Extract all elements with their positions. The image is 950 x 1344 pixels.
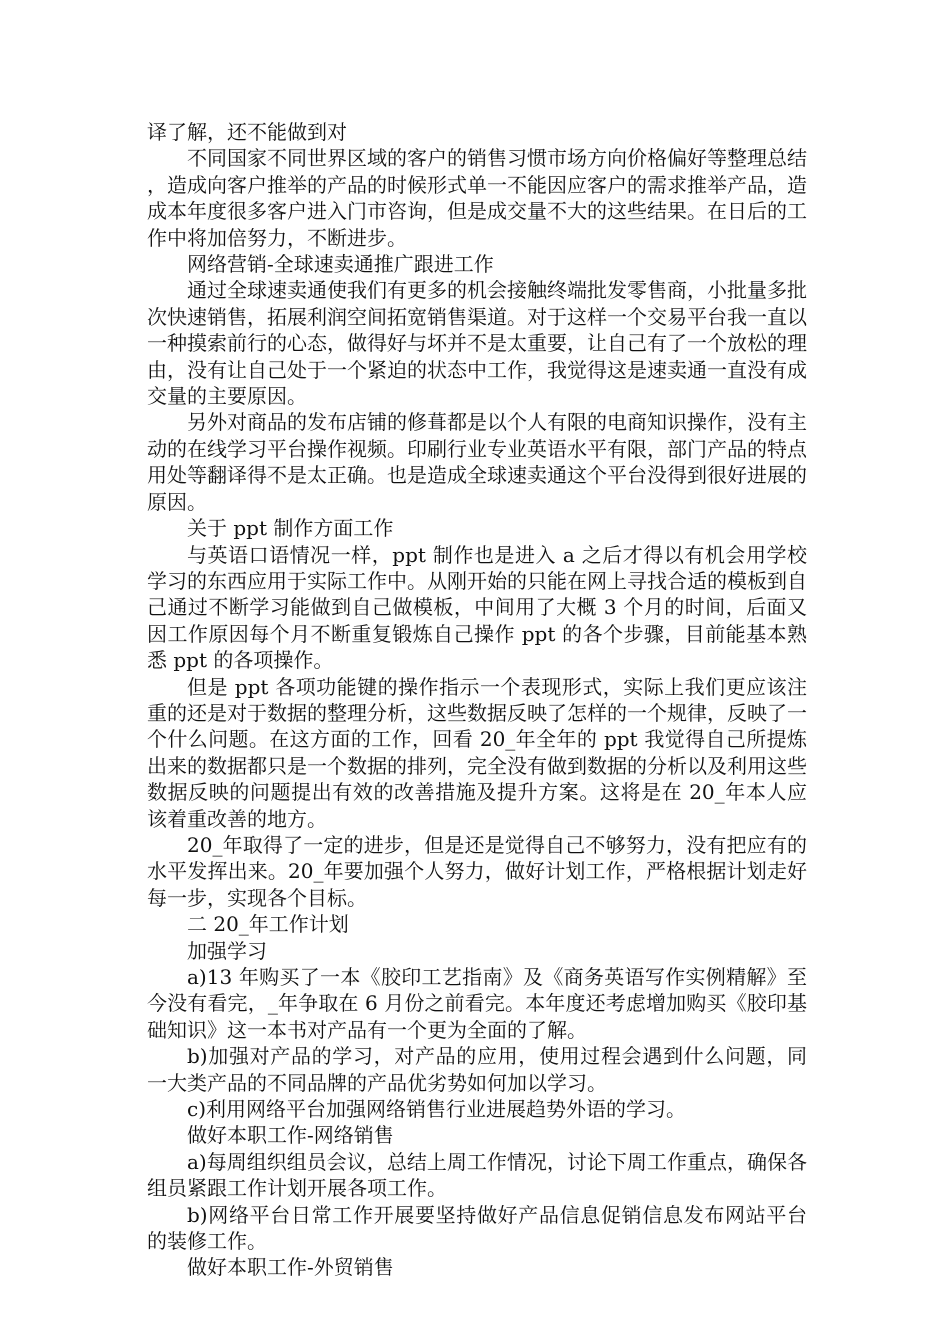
list-item-a-books: a)13 年购买了一本《胶印工艺指南》及《商务英语写作实例精解》至今没有看完，_年争取在 6 月份之前看完。本年度还考虑增加购买《胶印基础知识》这一本书对产品有一个更为全面的了解。	[147, 965, 807, 1042]
paragraph-customer-habits: 不同国家不同世界区域的客户的销售习惯市场方向价格偏好等整理总结，造成向客户推举的产品的时候形式单一不能因应客户的需求推举产品，造成本年度很多客户进入门市咨询，但是成交量不大的这些结果。在日后的工作中将加倍努力，不断进步。	[147, 146, 807, 250]
heading-work-plan: 二 20_年工作计划	[187, 912, 349, 937]
list-item-a-meetings: a)每周组织组员会议，总结上周工作情况，讨论下周工作重点，确保各组员紧跟工作计划开展各项工作。	[147, 1149, 807, 1201]
list-item-b-platform: b)网络平台日常工作开展要坚持做好产品信息促销信息发布网站平台的装修工作。	[147, 1202, 807, 1254]
list-item-b-products: b)加强对产品的学习，对产品的应用，使用过程会遇到什么问题，同一大类产品的不同品牌的产品优劣势如何加以学习。	[147, 1044, 807, 1095]
list-item-c-languages: c)利用网络平台加强网络销售行业进展趋势外语的学习。	[187, 1097, 687, 1122]
heading-online-sales: 做好本职工作-网络销售	[187, 1123, 394, 1148]
heading-network-marketing: 网络营销-全球速卖通推广跟进工作	[187, 252, 494, 277]
paragraph-continuation: 译了解，还不能做到对	[147, 120, 347, 144]
paragraph-progress: 20_年取得了一定的进步，但是还是觉得自己不够努力，没有把应有的水平发挥出来。20_年要加强个人努力，做好计划工作，严格根据计划走好每一步，实现各个目标。	[147, 832, 807, 910]
paragraph-store-decoration: 另外对商品的发布店铺的修葺都是以个人有限的电商知识操作，没有主动的在线学习平台操作视频。印刷行业专业英语水平有限，部门产品的特点用处等翻译得不是太正确。也是造成全球速卖通这个平台没得到很好进展的原因。	[147, 410, 807, 514]
paragraph-data-analysis: 但是 ppt 各项功能键的操作指示一个表现形式，实际上我们更应该注重的还是对于数据的整理分析，这些数据反映了怎样的一个规律，反映了一个什么问题。在这方面的工作，回看 20_年全年的 ppt 我觉得自己所提炼出来的数据都只是一个数据的排列，完全没有做到数据的分析以及利用这些数据反映的问题提出有效的改善措施及提升方案。这将是在 20_年本人应该着重改善的地方。	[147, 674, 807, 831]
paragraph-aliexpress: 通过全球速卖通使我们有更多的机会接触终端批发零售商，小批量多批次快速销售，拓展利润空间拓宽销售渠道。对于这样一个交易平台我一直以一种摸索前行的心态，做得好与坏并不是太重要，让自己有了一个放松的理由，没有让自己处于一个紧迫的状态中工作，我觉得这是速卖通一直没有成交量的主要原因。	[147, 278, 807, 409]
paragraph-ppt-learning: 与英语口语情况一样，ppt 制作也是进入 a 之后才得以有机会用学校学习的东西应用于实际工作中。从刚开始的只能在网上寻找合适的模板到自己通过不断学习能做到自己做模板，中间用了大概 3 个月的时间，后面又因工作原因每个月不断重复锻炼自己操作 ppt 的各个步骤，目前能基本熟悉 ppt 的各项操作。	[147, 542, 807, 673]
heading-foreign-trade: 做好本职工作-外贸销售	[187, 1255, 394, 1280]
heading-strengthen-learning: 加强学习	[187, 938, 267, 963]
document-page	[147, 119, 807, 1281]
heading-ppt-work: 关于 ppt 制作方面工作	[187, 516, 394, 541]
